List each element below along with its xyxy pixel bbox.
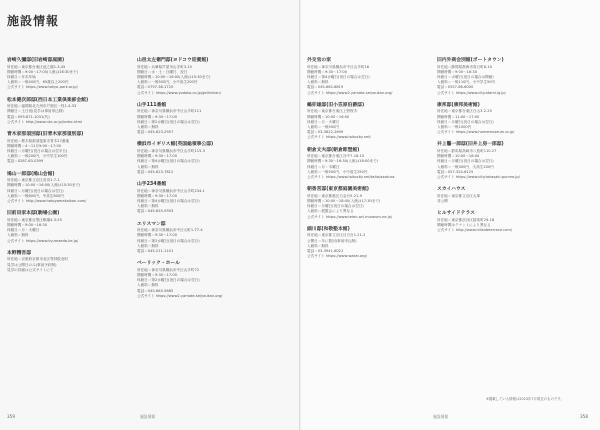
facility-name: 岩崎久彌邸(旧岩崎邸庭園)	[7, 58, 65, 63]
facility-detail-line: 所在地＝東京都台東区白山3-2-25	[437, 109, 492, 114]
facility-name: 松本健次郎邸(西日本工業倶楽部会館)	[7, 97, 89, 103]
facility-entry	[137, 222, 229, 255]
facility-detail-line: 電話＝03-3941-6021	[307, 249, 344, 254]
facility-detail-line: 所在地＝神奈川県横浜市中区山手町111	[137, 109, 202, 114]
facility-detail-line: 見学は公開日のみ(事前予約制)	[7, 262, 57, 267]
facility-detail-line: 所在地＝東京都文京区音羽1-7-1	[7, 178, 60, 183]
facility-detail-line: 所在地＝神奈川県横浜市中区山手町16	[307, 64, 370, 69]
facility-entry	[137, 261, 229, 299]
facility-name: ベーリック・ホール	[137, 261, 180, 267]
facility-detail-line: 開館時間＝9:30～17:00	[137, 114, 177, 119]
facility-entry	[7, 172, 99, 205]
facility-name: 山手111番館	[137, 102, 167, 108]
facility-name: 旧前田家本邸(駒場公園)	[7, 211, 60, 217]
facility-detail-line: 電話＝045-663-5685	[137, 288, 174, 293]
facility-name: 鶴卯雄邸(旧小笠原伯爵邸)	[307, 102, 365, 108]
facility-detail-line: 開館時間＝10:00～18:00	[437, 154, 480, 159]
facility-detail-line: 開館時間＝9:30～17:00	[137, 233, 177, 238]
facility-detail-line: 休館日＝第4水曜日(祝日の場合は翌日)	[307, 75, 370, 79]
facility-detail-line: 休館日＝第4水曜日(祝日の場合は翌日)	[137, 159, 200, 164]
facility-entry	[307, 148, 399, 181]
facility-detail-line: 公式サイト https://www.wakei.org/	[307, 254, 367, 259]
book-spine	[299, 0, 301, 430]
facility-detail-line: 電話＝093-871-1031(代)	[7, 114, 50, 119]
facility-detail-line: 開館日＝土日祝(見学は事前申込制)	[7, 109, 64, 114]
facility-detail-line: 入館料＝無料	[137, 204, 159, 209]
facility-detail-line: 所在地＝東京都文京区目白台1-21-2	[307, 233, 366, 238]
facility-detail-line: 公式サイト https://www.tokyo-park.or.jp/	[7, 85, 78, 90]
facility-entry	[137, 103, 229, 136]
chapter-label-right: 施設情報	[433, 414, 449, 419]
chapter-label-left: 施設情報	[140, 414, 156, 419]
facility-detail-line: 所在地＝栃木県那須塩原市青木27番地	[7, 138, 70, 143]
facility-entry	[437, 187, 529, 204]
facility-detail-line: 開館時間＝11:00～17:00	[437, 114, 480, 119]
facility-detail-line: 所在地＝神奈川県横浜市中区元町1-77-4	[137, 228, 203, 233]
facility-detail-line: 所在地＝東京都渋谷区猿楽町29-18	[437, 217, 495, 222]
facility-detail-line: 見学の詳細は公式サイトにて	[7, 267, 54, 272]
facility-entry	[7, 251, 99, 273]
facility-detail-line: 入館料＝一般200円、小中学生100円	[7, 154, 68, 159]
facility-detail-line: 開館時間＝9:30～17:00	[137, 154, 177, 159]
facility-detail-line: 所在地＝群馬県高崎市八島町110-27	[437, 149, 497, 154]
facility-detail-line: 入館料＝一般300円、大高生200円	[437, 164, 494, 169]
facility-name: 青木家那須別邸(旧青木家那須別邸)	[7, 132, 84, 138]
facility-detail-line: 非公開	[437, 199, 448, 204]
facility-name: 旧内外商会別館(ポートタウン)	[437, 58, 504, 63]
facility-detail-line: 公式サイト https://www2.yamate-seiyoukan.org/	[307, 90, 393, 95]
facility-entry	[437, 142, 529, 180]
facility-detail-line: 入館料＝無料	[137, 243, 159, 248]
facility-name: 本野精吾邸	[7, 250, 31, 256]
facility-entry	[437, 58, 529, 96]
facility-detail-line: 電話＝03-3822-2699	[307, 130, 344, 135]
facility-detail-line: 入館料＝一般400円、65歳以上200円	[7, 80, 69, 85]
facility-detail-line: 電話＝0287-63-0399	[7, 159, 44, 164]
facility-detail-line: 入館料＝一般800円、中高生600円	[7, 193, 64, 198]
facility-detail-line: 休館日＝月曜日(祝日の場合は翌平日)	[7, 149, 68, 154]
facility-detail-line: 公式サイト http://www.nkc.or.jp/index.html	[7, 119, 83, 124]
facility-detail-line: 入館料＝無料	[307, 80, 329, 85]
facility-detail-line: 所在地＝神奈川県横浜市中区山手町115-3	[137, 149, 205, 154]
facility-detail-line: 休館日＝第4水曜日(祝日の場合は翌日)	[137, 199, 200, 204]
facility-detail-line: 入館料＝一般500円	[307, 125, 340, 130]
facility-detail-line: 休館日＝第2水曜日(祝日の場合は翌日)	[137, 278, 200, 283]
facility-detail-line: 電話＝045-625-9393	[137, 209, 174, 214]
facility-name: 朝倉文夫邸(朝倉彫塑館)	[307, 147, 360, 153]
facility-entry	[137, 58, 229, 96]
facility-detail-line: 電話＝045-623-2957	[137, 130, 174, 135]
facility-detail-line: 公式サイト https://www.kyumaeda-ke.jp/	[7, 238, 79, 243]
facility-entry	[307, 187, 399, 220]
facility-detail-line: 入館料＝一般1000円	[437, 125, 472, 130]
facility-entry	[137, 142, 229, 175]
page-number-left: 359	[7, 414, 15, 419]
facility-entry	[307, 227, 399, 260]
facility-column-2	[137, 58, 229, 306]
facility-detail-line: 開館時間＝9:30～16:30(入館は16:00まで)	[307, 159, 379, 164]
facility-detail-line: 所在地＝東京都台東区上野桜木	[307, 109, 358, 114]
facility-detail-line: 入館料＝無料	[137, 283, 159, 288]
facility-column-3	[307, 58, 399, 266]
facility-detail-line: 開館時間＝10:00～16:00(入館は15:30まで)	[137, 75, 211, 79]
facility-detail-line: 開館時間＝4～11月9:00～17:00	[7, 143, 62, 148]
facility-detail-line: 開館時間＝9:30～17:00	[307, 69, 347, 74]
facility-detail-line: 休館日＝第2水曜日(祝日の場合は翌日)	[137, 119, 200, 124]
facility-detail-line: 電話＝027-324-6125	[437, 169, 474, 174]
facility-detail-line: 所在地＝東京都文京区大塚	[437, 193, 481, 198]
facility-detail-line: 公式サイト https://www.yodoko.co.jp/geihinkan/	[137, 90, 221, 95]
facility-detail-line: 休館日＝水曜日(祝日の場合は開館)	[437, 75, 494, 79]
facility-detail-line: 所在地＝東京都台東区池之端1-3-45	[7, 64, 66, 69]
facility-detail-line: 所在地＝京都府京都市北区等持院北町	[7, 257, 69, 262]
facility-entry	[7, 132, 99, 165]
facility-detail-line: 公式サイト https://www.taitocity.net/taito/asakura	[307, 175, 395, 180]
facility-name: 井上馨一郎邸(旧井上房一郎邸)	[437, 142, 504, 148]
facility-detail-line: 所在地＝福岡県北九州市戸畑区一枝1-4-33	[7, 104, 77, 109]
facility-detail-line: 所在地＝神奈川県横浜市中区山手町72	[137, 267, 200, 272]
facility-detail-line: 電話＝045-211-1101	[137, 249, 174, 254]
facility-detail-line: 開館時間＝9:30～17:00	[137, 273, 177, 278]
footnote: ※掲載している情報は2023年7月現在のものです。	[486, 397, 564, 401]
facility-detail-line: 公開日＝年に数回(事前申込制)	[307, 238, 357, 243]
facility-name: ヒルサイドテラス	[437, 211, 475, 217]
facility-detail-line: 休館日＝月曜日(祝日の場合は翌日)	[307, 204, 364, 209]
facility-detail-line: 公式サイト https://www.taitocity.net/	[307, 135, 371, 140]
facility-entry	[7, 58, 99, 91]
facility-detail-line: 休館日＝月・木曜日	[307, 164, 340, 169]
facility-detail-line: 電話＝045-662-8819	[307, 85, 344, 90]
facility-detail-line: 開館時間＝9:00～17:00(入館は16:30まで)	[7, 69, 79, 74]
facility-detail-line: 公式サイト https://www.homemuseum.or.jp/	[437, 130, 515, 135]
facility-column-4	[437, 58, 529, 240]
facility-detail-line: 開館時間＝9:30～17:00	[137, 193, 177, 198]
facility-detail-line: 公式サイト https://www.teien-art-museum.ne.jp/	[307, 214, 393, 219]
facility-detail-line: 開館時間はテナントにより異なる	[437, 223, 491, 228]
facility-detail-line: 休館日＝月・火曜日	[307, 119, 340, 124]
facility-name: 細川邸(和敬塾本館)	[307, 226, 350, 232]
facility-detail-line: 休館日＝月曜日(祝日の場合は翌日)	[437, 159, 494, 164]
facility-detail-line: 所在地＝東京都台東区谷中7-18-10	[307, 154, 365, 159]
facility-detail-line: 入館料＝無料	[307, 243, 329, 248]
facility-detail-line: 入館料＝一般110円、小中学生50円	[437, 80, 496, 85]
facility-detail-line: 所在地＝神奈川県横浜市中区山手町234-1	[137, 188, 205, 193]
facility-name: 朝香宮邸(東京都庭園美術館)	[307, 187, 369, 193]
facility-detail-line: 電話＝045-623-7812	[137, 169, 174, 174]
facility-detail-line: 所在地＝兵庫県芦屋市山手町3-10	[137, 64, 192, 69]
facility-name: スカイハウス	[437, 187, 466, 193]
facility-name: 横浜市イギリス館(英国総領事公邸)	[137, 142, 214, 148]
facility-name: 山手234番館	[137, 182, 167, 188]
facility-detail-line: 公式サイト http://www.hillsideterrace.com/	[437, 228, 513, 233]
facility-detail-line: 所在地＝東京都目黒区駒場4-3-55	[7, 217, 62, 222]
facility-detail-line: 入館料＝無料	[7, 233, 29, 238]
page-number-right: 358	[580, 414, 588, 419]
facility-entry	[7, 211, 99, 244]
facility-entry	[7, 98, 99, 125]
facility-detail-line: 入館料＝一般500円、小中高生250円	[307, 169, 368, 174]
facility-detail-line: 開館日＝水・土・日曜日、祝日	[137, 69, 188, 74]
facility-entry	[137, 182, 229, 215]
facility-detail-line: 休館日＝月曜日(祝日の場合は翌日)	[7, 188, 64, 193]
facility-detail-line: 公式サイト http://www.hatoyamakaikan.com/	[7, 199, 87, 204]
facility-detail-line: 休館日＝年末年始	[7, 75, 36, 79]
facility-detail-line: 所在地＝静岡県熱海市春日町8-10	[437, 64, 492, 69]
facility-detail-line: 休館日＝月・火曜日	[7, 228, 40, 233]
facility-entry	[307, 103, 399, 141]
facility-name: 山邑太左衛門邸(ヨドコウ迎賓館)	[137, 58, 209, 63]
facility-detail-line: 所在地＝東京都港区白金台5-21-9	[307, 193, 362, 198]
facility-detail-line: 入館料＝展覧会により異なる	[307, 209, 354, 214]
facility-detail-line: 公式サイト https://www.city.takasaki.gunma.jp/	[437, 175, 520, 180]
facility-entry	[437, 211, 529, 233]
facility-name: エリスマン邸	[137, 221, 166, 227]
facility-detail-line: 開館時間＝10:00～16:00(入館は15:30まで)	[7, 183, 81, 188]
facility-entry	[307, 58, 399, 96]
facility-detail-line: 入館料＝無料	[137, 125, 159, 130]
facility-column-1	[7, 58, 99, 280]
page-title: 施設情報	[7, 14, 60, 28]
facility-detail-line: 電話＝0797-38-1720	[137, 85, 174, 90]
facility-detail-line: 公式サイト https://www.city.atami.lg.jp/	[437, 90, 506, 95]
facility-name: 鳩山一郎邸(鳩山会館)	[7, 171, 55, 177]
facility-detail-line: 開館時間＝9:00～16:30	[7, 223, 47, 228]
facility-detail-line: 公式サイト https://www2.yamate-seiyoukan.org/	[137, 293, 223, 298]
facility-name: 外交官の家	[307, 58, 331, 63]
facility-detail-line: 入館料＝無料	[137, 164, 159, 169]
facility-detail-line: 休館日＝第2水曜日(祝日の場合は翌日)	[137, 238, 200, 243]
facility-detail-line: 電話＝0557-86-6000	[437, 85, 474, 90]
facility-name: 康邦邸(康邦美術館)	[437, 102, 480, 108]
facility-entry	[437, 103, 529, 136]
facility-detail-line: 開館時間＝9:00～16:30	[437, 69, 477, 74]
facility-detail-line: 休館日＝月曜日(祝日の場合は翌日)	[437, 119, 494, 124]
facility-detail-line: 入館料＝一般500円、小中高生200円	[137, 80, 198, 85]
facility-detail-line: 開館時間＝10:00～16:00	[307, 114, 350, 119]
facility-detail-line: 開館時間＝10:00～18:00(入館は17:30まで)	[307, 199, 381, 204]
